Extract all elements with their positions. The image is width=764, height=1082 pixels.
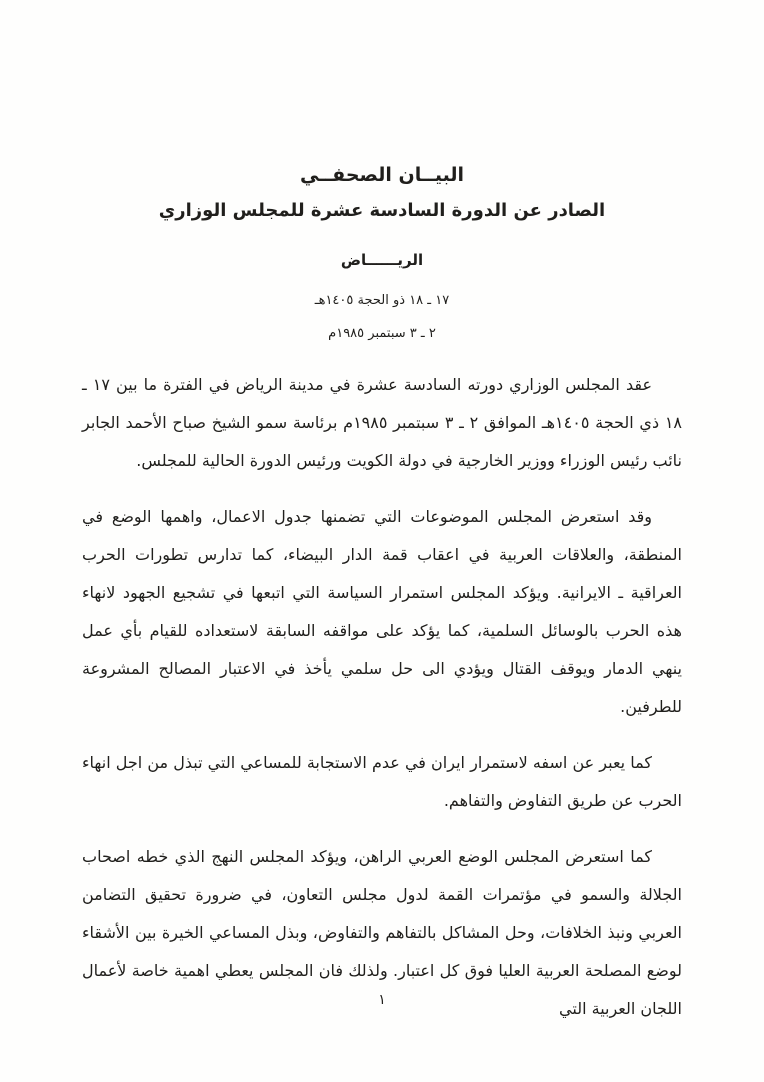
gregorian-date-line: ٢ ـ ٣ سبتمبر ١٩٨٥م (328, 326, 436, 341)
hijri-date-line: ١٧ ـ ١٨ ذو الحجة ١٤٠٥هـ (314, 293, 450, 308)
page-number: ١ (378, 992, 386, 1008)
paragraph: كما استعرض المجلس الوضع العربي الراهن، ويؤكد المجلس النهج الذي خطه اصحاب الجلالة والسمو في مؤتمرات القمة لدول مجلس التعاون، في ضرورة تحقيق التضامن العربي ونبذ الخلافات، وحل المشاكل بالتفاهم والتفاوض، وبذل المساعي الخيرة بين الأشقاء لوضع المصلحة العربية العليا فوق كل اعتبار. ولذلك فان المجلس يعطي اهمية خاصة لأعمال اللجان العربية التي (82, 847, 682, 1018)
document-header (0, 164, 764, 359)
paragraph: وقد استعرض المجلس الموضوعات التي تضمنها جدول الاعمال، واهمها الوضع في المنطقة، والعلاقات العربية في اعقاب قمة الدار البيضاء، كما تدارس تطورات الحرب العراقية ـ الايرانية. ويؤكد المجلس استمرار السياسة التي اتبعها في تشجيع الجهود لانهاء هذه الحرب بالوسائل السلمية، كما يؤكد على مواقفه السابقة لاستعداده للقيام بأي عمل ينهي الدمار ويوقف القتال ويؤدي الى حل سلمي يأخذ في الاعتبار المصالح المشروعة للطرفين. (82, 507, 682, 716)
document-subtitle: الصادر عن الدورة السادسة عشرة للمجلس الوزاري (158, 200, 606, 221)
paragraph: كما يعبر عن اسفه لاستمرار ايران في عدم الاستجابة للمساعي التي تبذل من اجل انهاء الحرب عن طريق التفاوض والتفاهم. (82, 753, 682, 810)
document-title: البيــان الصحفــي (299, 164, 465, 186)
location-line: الريــــــاض (340, 251, 424, 269)
paragraph: عقد المجلس الوزاري دورته السادسة عشرة في مدينة الرياض في الفترة ما بين ١٧ ـ ١٨ ذي الحجة ١٤٠٥هـ الموافق ٢ ـ ٣ سبتمبر ١٩٨٥م برئاسة سمو الشيخ صباح الأحمد الجابر نائب رئيس الوزراء ووزير الخارجية في دولة الكويت ورئيس الدورة الحالية للمجلس. (82, 375, 682, 470)
document-body (82, 366, 682, 1028)
